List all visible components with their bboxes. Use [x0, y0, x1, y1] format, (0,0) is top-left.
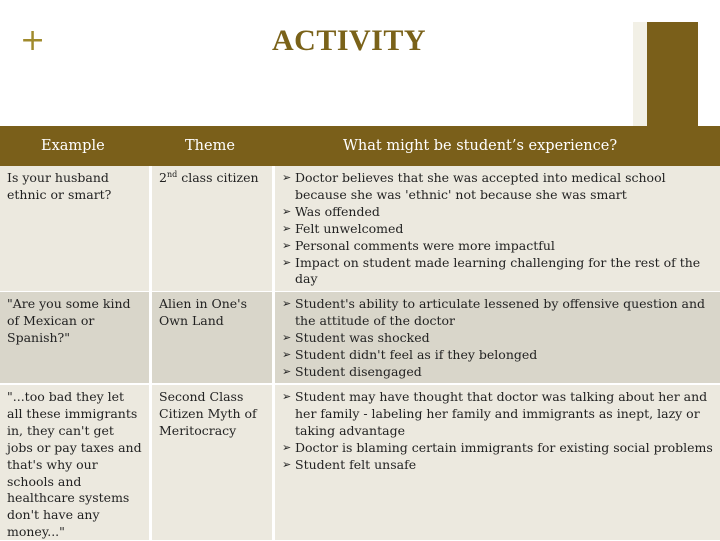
list-item: ➢ Student may have thought that doctor was talking about her and her family - labeling her family and immigrants as inept, lazy or taking advantage — [282, 389, 713, 440]
example-text: "Are you some kind of Mexican or Spanish?" — [7, 296, 131, 345]
example-text: Is your husband ethnic or smart? — [7, 170, 112, 202]
example-cell — [0, 292, 149, 383]
theme-superscript: nd — [166, 169, 178, 179]
decorative-bar-dark — [647, 22, 698, 126]
theme-text: class citizen — [177, 170, 259, 185]
experience-list — [282, 170, 713, 288]
list-item: ➢ Student felt unsafe — [282, 457, 713, 474]
decorative-bar-light — [633, 22, 647, 126]
experience-cell — [275, 292, 720, 383]
example-cell — [0, 385, 149, 540]
experience-list — [282, 296, 713, 381]
example-cell — [0, 166, 149, 291]
experience-list — [282, 389, 713, 474]
header-experience: What might be student’s experience? — [343, 138, 618, 154]
table-row — [0, 292, 720, 383]
list-item: ➢ Felt unwelcomed — [282, 221, 713, 238]
list-item: ➢ Student disengaged — [282, 364, 713, 381]
theme-cell — [152, 166, 272, 291]
plus-icon: + — [20, 23, 46, 58]
list-item: ➢ Doctor is blaming certain immigrants for existing social problems — [282, 440, 713, 457]
header-example: Example — [41, 138, 105, 154]
table-row — [0, 166, 720, 291]
theme-cell — [152, 385, 272, 540]
example-text: "...too bad they let all these immigrants in, they can't get jobs or pay taxes and that's why our schools and healthcare systems don't have any money..." — [7, 389, 142, 540]
list-item: ➢ Doctor believes that she was accepted into medical school because she was 'ethnic' not because she was smart — [282, 170, 713, 204]
experience-cell — [275, 385, 720, 540]
theme-text: Alien in One's Own Land — [159, 296, 248, 328]
list-item: ➢ Student was shocked — [282, 330, 713, 347]
list-item: ➢ Impact on student made learning challenging for the rest of the day — [282, 255, 713, 289]
header-theme: Theme — [185, 138, 235, 154]
list-item: ➢ Student's ability to articulate lessened by offensive question and the attitude of the doctor — [282, 296, 713, 330]
theme-cell — [152, 292, 272, 383]
slide-title: ACTIVITY — [272, 24, 427, 57]
list-item: ➢ Student didn't feel as if they belonged — [282, 347, 713, 364]
table-row — [0, 385, 720, 540]
list-item: ➢ Was offended — [282, 204, 713, 221]
experience-cell — [275, 166, 720, 291]
theme-number: 2 — [159, 170, 167, 185]
theme-text: Second Class Citizen Myth of Meritocracy — [159, 389, 257, 438]
list-item: ➢ Personal comments were more impactful — [282, 238, 713, 255]
table-header — [0, 126, 720, 166]
